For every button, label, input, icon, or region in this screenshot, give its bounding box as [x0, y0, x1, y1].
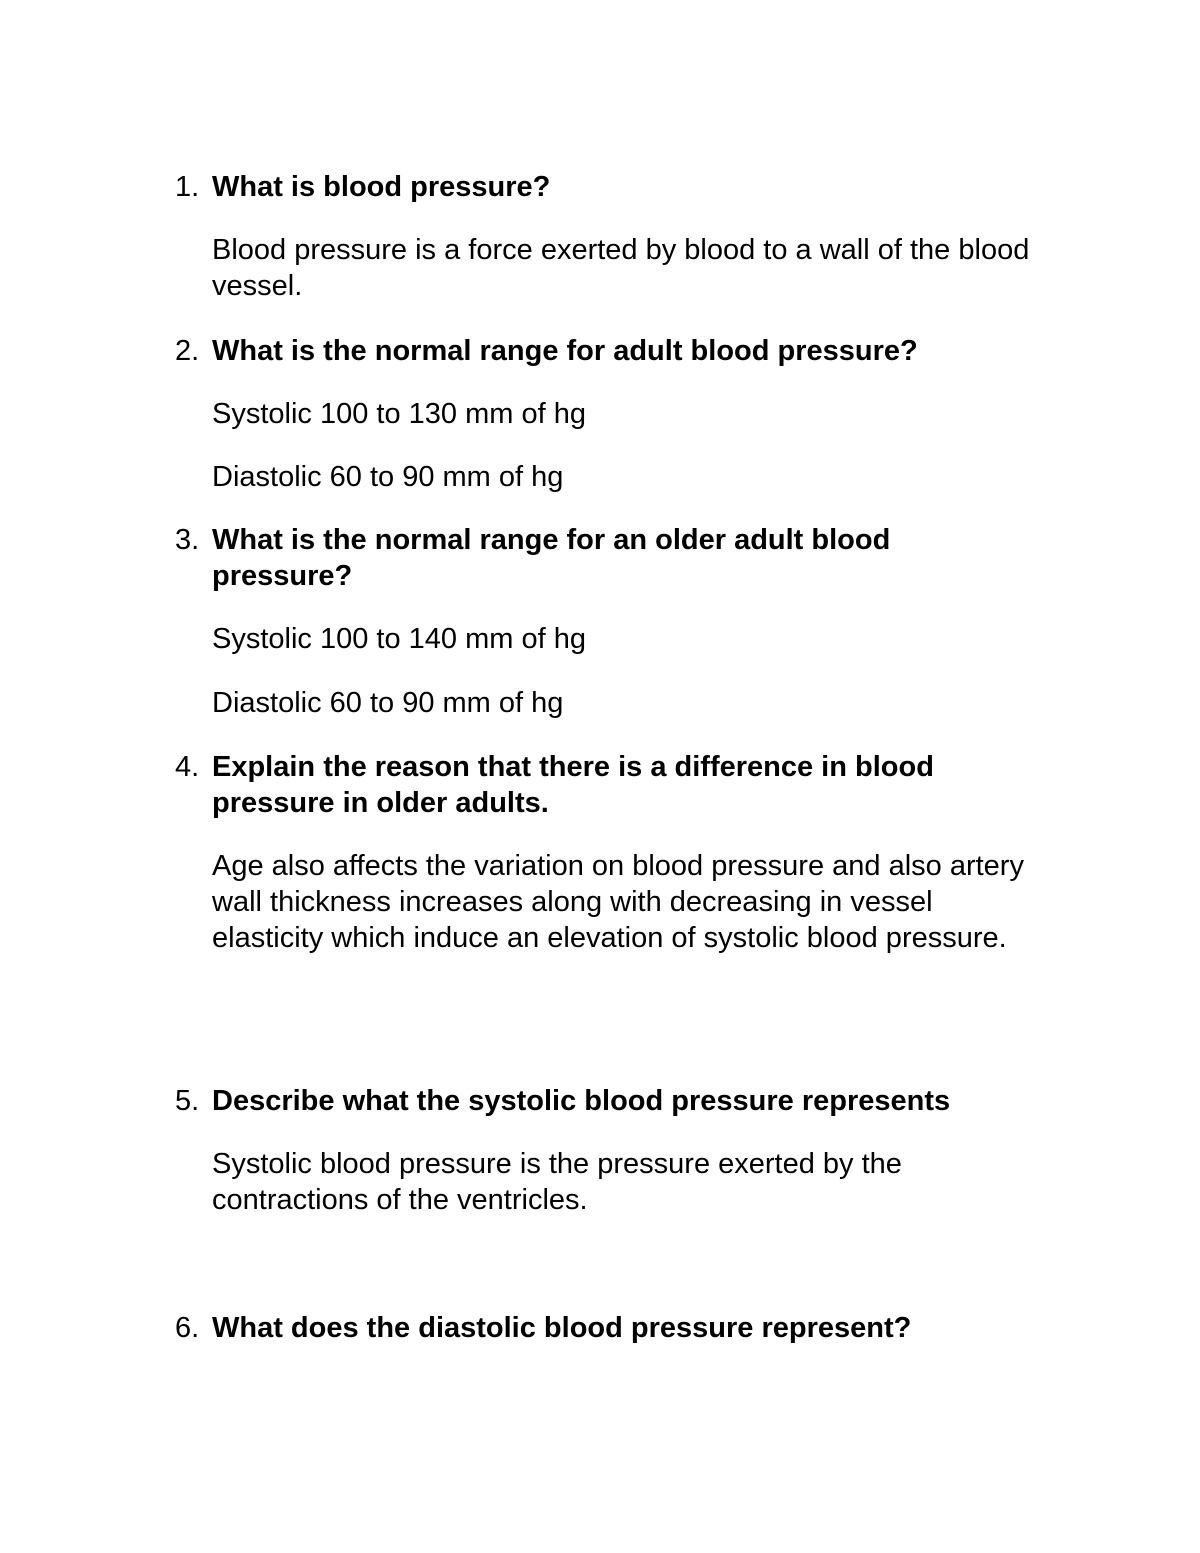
- answer-text: Systolic 100 to 140 mm of hg: [212, 623, 586, 655]
- question-number: 5.: [175, 1085, 200, 1117]
- question-text: Explain the reason that there is a difference in blood pressure in older adults.: [212, 751, 934, 819]
- question-text: Describe what the systolic blood pressure represents: [212, 1085, 951, 1117]
- answer-text: Diastolic 60 to 90 mm of hg: [212, 461, 564, 493]
- question-number: 6.: [175, 1312, 200, 1344]
- answer-text: Systolic blood pressure is the pressure exerted by the contractions of the ventricles.: [212, 1148, 902, 1216]
- question-text: What is blood pressure?: [212, 171, 551, 203]
- answer-text: Systolic 100 to 130 mm of hg: [212, 398, 586, 430]
- answer-text: Diastolic 60 to 90 mm of hg: [212, 687, 564, 719]
- question-number: 2.: [175, 335, 200, 367]
- answer-text: Age also affects the variation on blood pressure and also artery wall thickness increases along with decreasing in vessel elasticity which induce an elevation of systolic blood pressure.: [212, 850, 1024, 954]
- question-text: What is the normal range for adult blood pressure?: [212, 335, 918, 367]
- answer-text: Blood pressure is a force exerted by blood to a wall of the blood vessel.: [212, 234, 1030, 302]
- question-text: What is the normal range for an older adult blood pressure?: [212, 524, 891, 592]
- question-number: 4.: [175, 751, 200, 783]
- question-number: 1.: [175, 171, 200, 203]
- question-number: 3.: [175, 524, 200, 556]
- question-text: What does the diastolic blood pressure represent?: [212, 1312, 912, 1344]
